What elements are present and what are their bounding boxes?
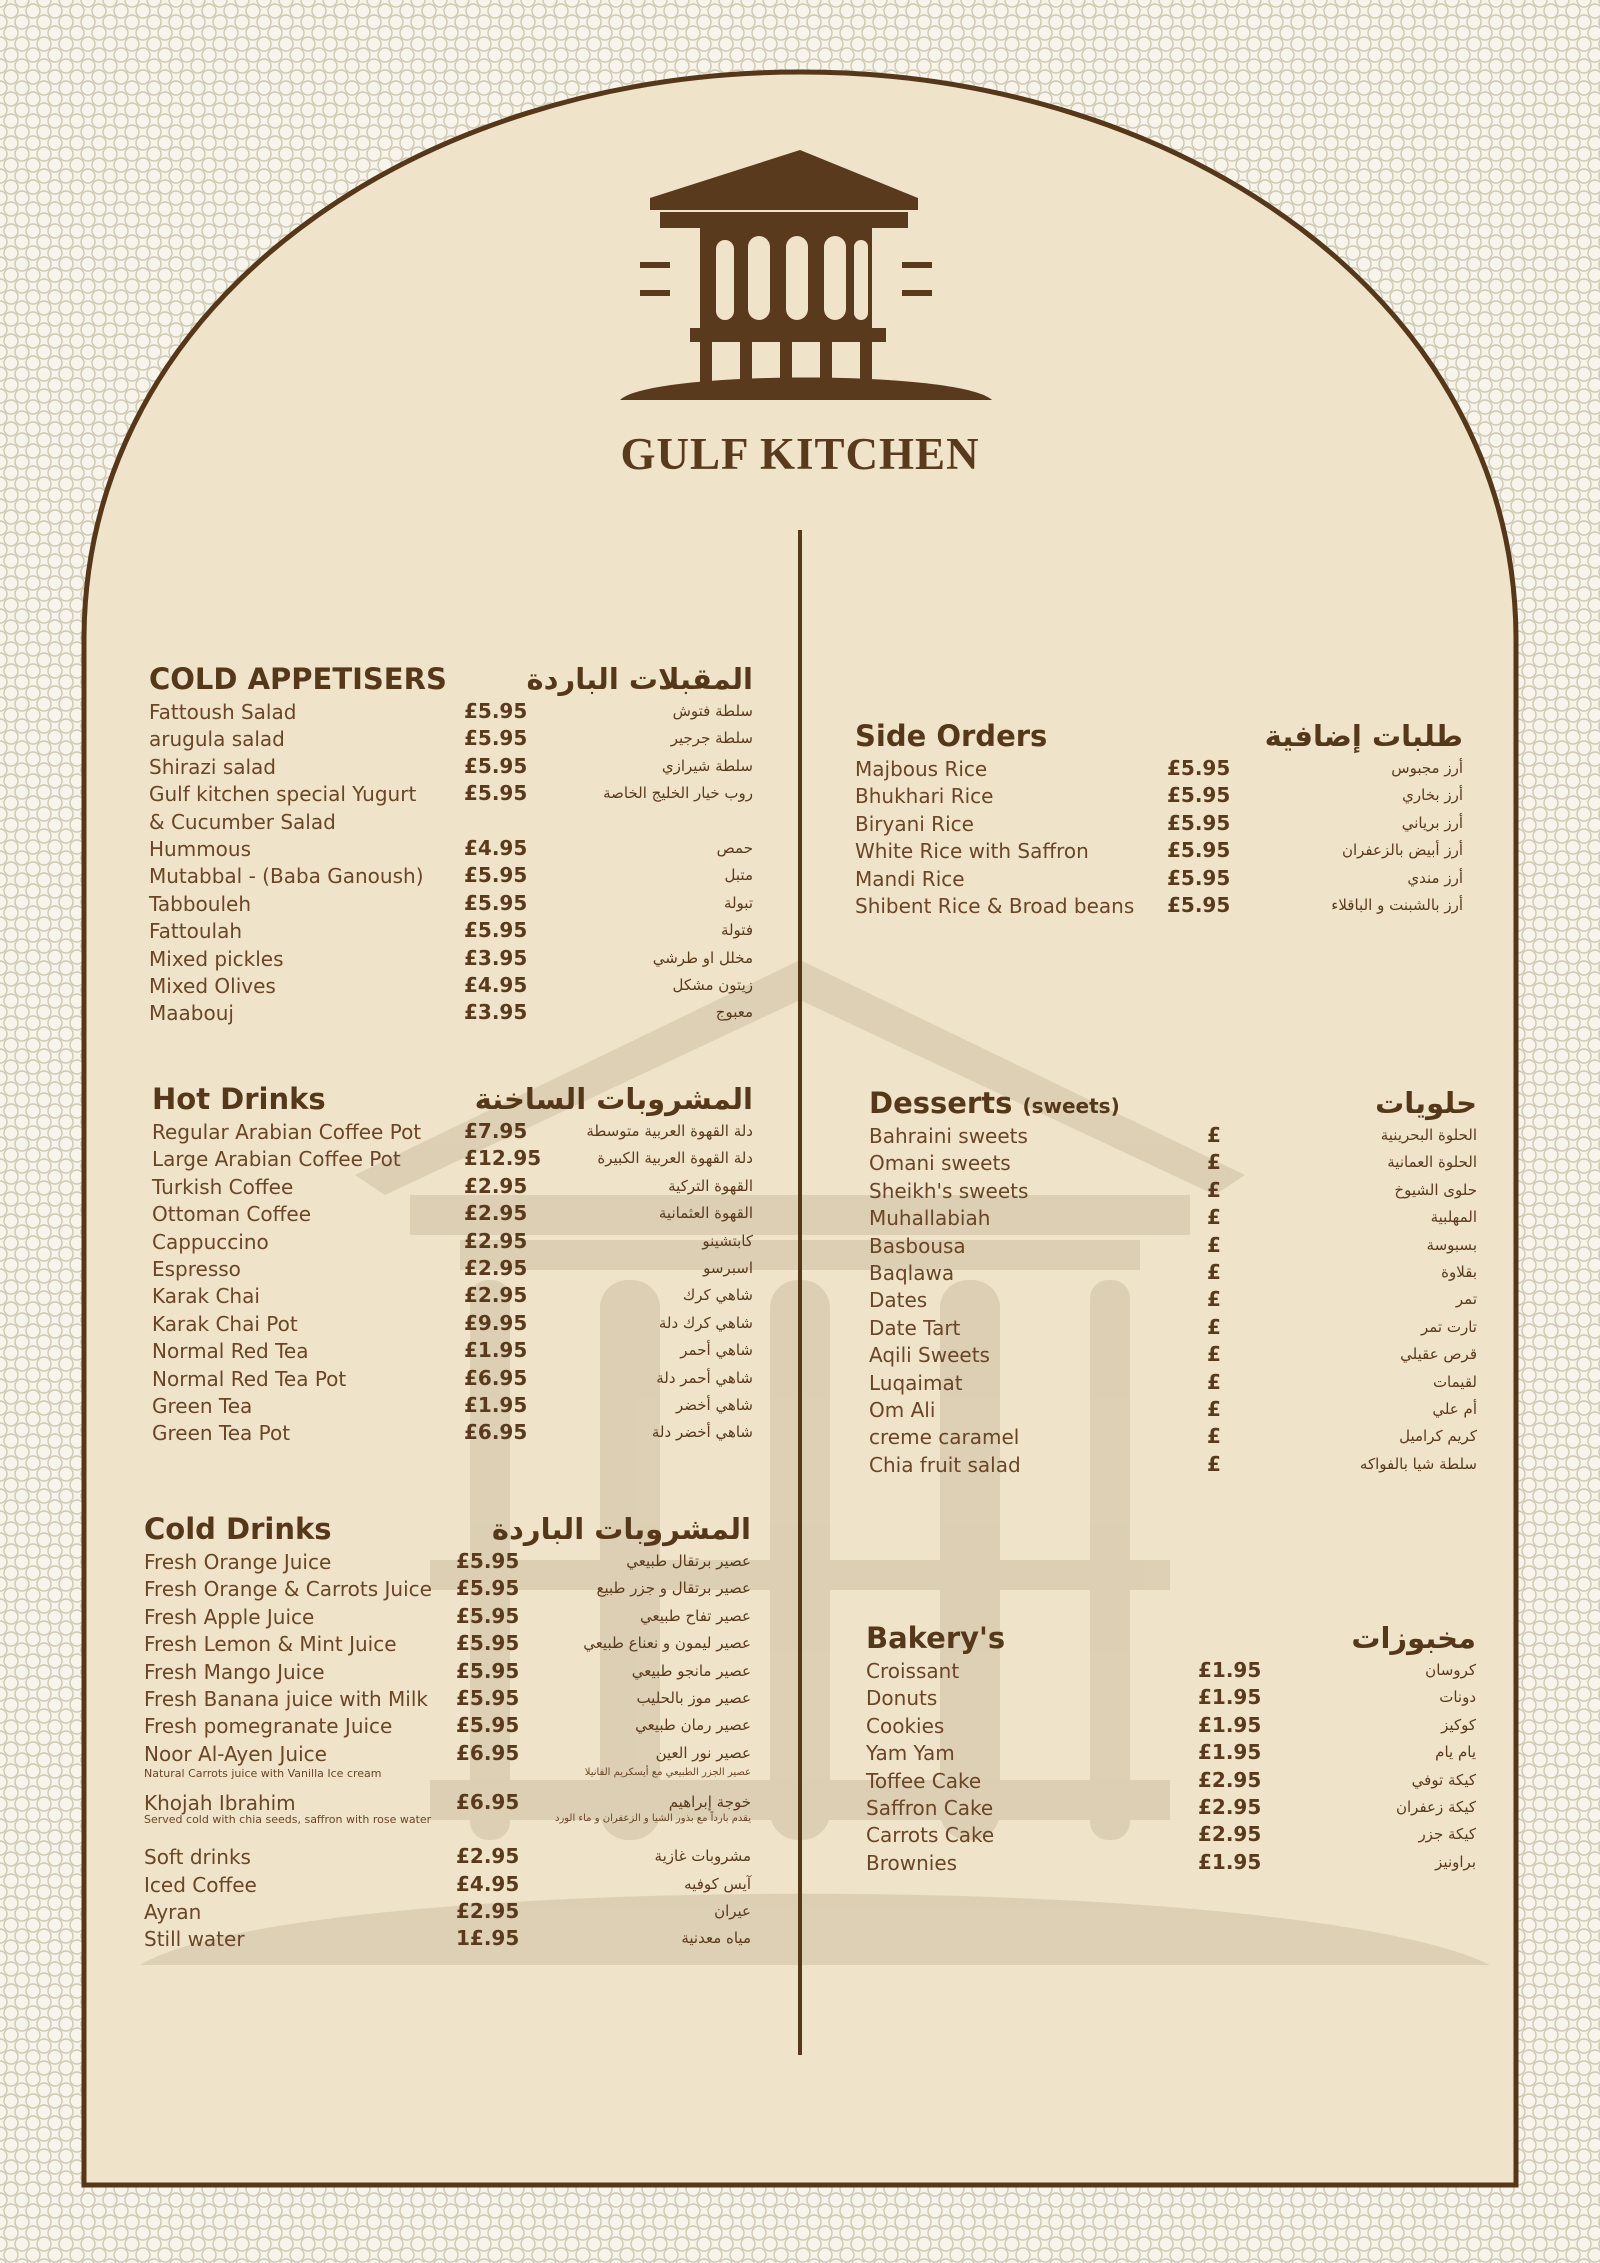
item-price: £2.95 [1198,1822,1262,1847]
list-item [869,1177,1477,1204]
item-name: Majbous Rice [855,757,988,781]
item-name: Omani sweets [869,1151,1011,1176]
list-item [149,890,753,917]
item-name: Biryani Rice [855,811,974,836]
item-price: £ [1207,1150,1221,1175]
list-item [866,1739,1476,1766]
item-price: £5.95 [1167,838,1231,863]
list-item [144,1603,751,1630]
item-name-ar: عيران [714,1901,751,1920]
list-item [869,1204,1477,1231]
section-title-en: Cold Drinks [144,1512,332,1546]
item-price: £3.95 [464,1000,528,1025]
item-price: £12.95 [464,1146,542,1171]
item-name-ar: سلطة جرجير [670,729,753,748]
list-item [866,1821,1476,1848]
list-item [149,972,753,999]
list-item [866,1712,1476,1739]
cold-drinks-list [144,1548,751,1767]
item-name: Fresh Apple Juice [144,1604,315,1629]
item-price: £6.95 [464,1420,528,1445]
item-price: £6.95 [464,1365,528,1390]
desserts-section [869,1082,1477,1478]
list-item [869,1314,1477,1341]
list-item [866,1657,1476,1684]
item-name: Fresh Lemon & Mint Juice [144,1632,397,1657]
item-name: Date Tart [869,1315,961,1340]
hot-drinks-section [152,1078,753,1447]
item-price: £1.95 [1198,1740,1262,1765]
list-item [144,1575,751,1602]
item-name: Maabouj [149,1001,234,1026]
item-price: £7.95 [464,1119,528,1143]
section-title-en: Bakery's [866,1621,1006,1655]
item-price: £5.95 [456,1603,520,1628]
item-name: Baqlawa [869,1260,955,1285]
item-name: White Rice with Saffron [855,839,1089,864]
list-item [152,1200,753,1227]
item-name: Iced Coffee [144,1872,257,1897]
list-item [866,1684,1476,1711]
item-name-ar: مشروبات غازية [654,1847,751,1866]
item-price: £2.95 [464,1255,528,1280]
item-price: £ [1207,1451,1221,1476]
item-price: £1.95 [1198,1849,1262,1874]
list-item [866,1849,1476,1876]
list-item [152,1365,753,1392]
item-name-ar: أرز برياني [1401,813,1463,832]
item-price: £5.95 [456,1685,520,1710]
list-item [869,1341,1477,1368]
item-name: Saffron Cake [866,1795,994,1820]
item-price: £5.95 [1167,756,1231,780]
item-price: £1.95 [1198,1685,1262,1710]
item-name-ar: زيتون مشكل [672,975,753,994]
item-name: Mixed Olives [149,973,276,998]
item-name-ar: حمص [716,838,753,857]
list-item [149,698,753,725]
item-name: Large Arabian Coffee Pot [152,1147,401,1172]
item-name: Cookies [866,1713,945,1738]
list-item [144,1740,751,1767]
list-item [869,1396,1477,1423]
item-price: £ [1207,1424,1221,1449]
item-name: Fresh Banana juice with Milk [144,1686,428,1711]
item-price: £5.95 [464,753,528,778]
item-name: Karak Chai [152,1284,260,1309]
item-name: Toffee Cake [866,1768,982,1793]
item-price: £5.95 [456,1576,520,1601]
item-name: Regular Arabian Coffee Pot [152,1120,422,1144]
item-name: Croissant [866,1659,960,1683]
list-item [144,1685,751,1712]
item-name-ar: بقلاوة [1441,1262,1477,1281]
desserts-list [869,1122,1477,1478]
item-name-ar: المهلبية [1430,1208,1477,1227]
item-name-ar: براونيز [1435,1852,1476,1871]
item-name-ar: كيكة توفي [1411,1770,1476,1789]
list-item [866,1794,1476,1821]
item-name: Aqili Sweets [869,1343,990,1368]
item-price: £5.95 [1167,892,1231,917]
item-price: £5.95 [464,890,528,915]
item-price: £ [1207,1123,1221,1147]
list-item [152,1419,753,1446]
item-name: Sheikh's sweets [869,1178,1029,1203]
item-name: Carrots Cake [866,1823,995,1848]
item-name: Mixed pickles [149,946,284,971]
section-title-ar: المقبلات الباردة [526,662,753,696]
item-name-ar: أرز بالشبنت و الباقلاء [1331,895,1463,914]
list-item [149,835,753,862]
list-item [869,1286,1477,1313]
item-name: Fattoush Salad [149,700,297,724]
item-name: Dates [869,1288,928,1313]
list-item [152,1392,753,1419]
item-name-ar: آيس كوفيه [684,1874,751,1893]
item-name: Chia fruit salad [869,1452,1021,1477]
list-item [152,1228,753,1255]
list-item [149,862,753,889]
item-name: & Cucumber Salad [149,809,336,834]
item-name-ar: شاهي كرك دلة [658,1313,753,1332]
list-item [152,1310,753,1337]
item-name: Soft drinks [144,1845,251,1870]
item-name-ar: أرز بخاري [1402,786,1463,805]
section-title-en: COLD APPETISERS [149,662,447,696]
item-name: Fresh Orange Juice [144,1550,332,1574]
list-item [144,1925,751,1952]
list-item [152,1255,753,1282]
list-item [144,1843,751,1870]
item-name-ar: شاهي أخضر [675,1395,753,1414]
list-item [855,755,1463,782]
item-price: £5.95 [456,1713,520,1738]
item-price: £5.95 [456,1631,520,1656]
item-name-ar: تبولة [723,893,753,912]
item-name-ar: سلطة شيرازي [661,756,753,775]
list-item: Khojah Ibrahim £6.95 خوجة إبراهيم [144,1790,751,1816]
item-name: creme caramel [869,1425,1020,1450]
item-name-ar: عصير ليمون و نعناع طبيعي [583,1634,751,1653]
item-name: Bhukhari Rice [855,784,994,809]
brand-name: GULF KITCHEN [620,429,980,479]
hot-drinks-list [152,1118,753,1447]
side-orders-list [855,755,1463,919]
item-price: £2.95 [456,1898,520,1923]
item-price: £ [1207,1205,1221,1230]
list-item [149,753,753,780]
list-item [869,1369,1477,1396]
item-price: £5.95 [1167,865,1231,890]
list-item [144,1871,751,1898]
section-title-en: Hot Drinks [152,1082,326,1116]
list-item [869,1423,1477,1450]
section-title-en: Desserts (sweets) [869,1086,1120,1120]
list-item [152,1118,753,1145]
item-name-ar: مياه معدنية [681,1929,751,1948]
item-name: Gulf kitchen special Yugurt [149,782,417,807]
item-name: Basbousa [869,1233,966,1258]
list-item [149,808,753,835]
item-name-ar: عصير نور العين [655,1743,751,1762]
item-price: £2.95 [456,1844,520,1869]
item-name-ar: عصير تفاح طبيعي [639,1606,751,1625]
cold-drinks-section [144,1508,751,1953]
item-name: Fresh Orange & Carrots Juice [144,1577,432,1602]
item-name-ar: مخلل او طرشي [652,948,753,967]
list-item [152,1282,753,1309]
item-name: Fresh Mango Juice [144,1659,325,1684]
item-price: £6.95 [456,1740,520,1765]
list-item [869,1232,1477,1259]
item-name-ar: كيكة زعفران [1395,1797,1476,1816]
item-name-ar: متبل [724,866,753,885]
item-price: £2.95 [464,1283,528,1308]
khojah-ibrahim-note: Served cold with chia seeds, saffron with rose water يقدم بارداً مع بذور الشيا و الزعفران و ماء الورد [144,1813,751,1827]
item-name: Fresh pomegranate Juice [144,1714,393,1739]
item-price: £2.95 [464,1228,528,1253]
item-price: £1.95 [464,1338,528,1363]
item-name-ar: فتولة [720,921,753,940]
list-item [869,1451,1477,1478]
item-price: £5.95 [464,863,528,888]
item-price: £2.95 [464,1173,528,1198]
item-name: Hummous [149,836,252,861]
item-price: £1.95 [1198,1712,1262,1737]
item-name-ar: عصير مانجو طبيعي [631,1661,751,1680]
item-price: £5.95 [456,1549,520,1573]
item-name: Shibent Rice & Broad beans [855,893,1135,918]
item-price: £5.95 [464,726,528,751]
item-name-ar: أرز مندي [1407,868,1463,887]
item-name: Fattoulah [149,919,243,944]
item-price: £ [1207,1314,1221,1339]
item-name: Luqaimat [869,1370,963,1395]
item-price: £3.95 [464,945,528,970]
list-item [144,1548,751,1575]
item-price: £2.95 [464,1201,528,1226]
item-price: £5.95 [1167,783,1231,808]
item-name-ar: دونات [1439,1688,1476,1707]
list-item [855,837,1463,864]
list-item [866,1767,1476,1794]
item-price: £1.95 [1198,1658,1262,1682]
item-name-ar: القهوة العثمانية [658,1204,753,1223]
item-price: £4.95 [464,835,528,860]
list-item [152,1145,753,1172]
item-name: arugula salad [149,727,285,752]
cold-appetisers-section [149,658,753,1027]
item-price: £ [1207,1232,1221,1257]
item-name: Muhallabiah [869,1206,991,1231]
section-title-ar: حلويات [1375,1086,1477,1120]
item-name: Normal Red Tea Pot [152,1366,347,1391]
item-name-ar: الحلوة العمانية [1387,1153,1477,1172]
item-price: £5.95 [464,781,528,806]
list-item [152,1173,753,1200]
item-name-ar: معبوج [715,1003,753,1022]
list-item [869,1149,1477,1176]
list-item [149,780,753,807]
item-name-ar: سلطة فتوش [672,702,753,720]
item-name-ar: شاهي كرك [682,1286,753,1305]
list-item [855,865,1463,892]
item-name: Shirazi salad [149,754,277,779]
item-name-ar: كيكة جزر [1418,1825,1476,1844]
item-name: Donuts [866,1686,938,1711]
item-name-ar: تمر [1455,1290,1477,1309]
item-name-ar: تارت تمر [1420,1317,1477,1336]
item-name-ar: عصير برتقال و جزر طبيع [596,1579,751,1598]
list-item [855,892,1463,919]
bakery-list [866,1657,1476,1876]
cold-drinks-more-list [144,1843,751,1953]
bakery-section [866,1617,1476,1876]
item-price: £ [1207,1259,1221,1284]
item-name-ar: عصير موز بالحليب [636,1688,751,1707]
item-name-ar: كروسان [1425,1661,1476,1679]
list-item [149,725,753,752]
item-price: £1.95 [464,1392,528,1417]
item-name-ar: أرز أبيض بالزعفران [1341,841,1463,860]
item-price: £5.95 [1167,810,1231,835]
item-name-ar: روب خيار الخليج الخاصة [603,784,753,803]
item-name-ar: عصير رمان طبيعي [635,1716,751,1735]
list-item [855,782,1463,809]
section-title-ar: طلبات إضافية [1264,719,1463,753]
item-price: £4.95 [464,972,528,997]
section-title-en: Side Orders [855,719,1048,753]
item-price: £2.95 [1198,1767,1262,1792]
cold-appetisers-list [149,698,753,1027]
item-price: £ [1207,1287,1221,1312]
item-price: £ [1207,1369,1221,1394]
list-item [149,945,753,972]
item-price: £ [1207,1177,1221,1202]
item-name-ar: شاهي أخضر دلة [651,1423,753,1442]
item-name: Mandi Rice [855,866,965,891]
list-item [144,1658,751,1685]
list-item [869,1259,1477,1286]
item-name-ar: لقيمات [1432,1372,1477,1391]
item-name: Ottoman Coffee [152,1202,312,1227]
item-name: Green Tea [152,1393,253,1418]
list-item [144,1630,751,1657]
item-name: Ayran [144,1899,202,1924]
item-name-ar: الحلوة البحرينية [1380,1126,1477,1144]
item-name: Still water [144,1927,245,1952]
item-name: Green Tea Pot [152,1421,291,1446]
item-name: Brownies [866,1850,958,1875]
item-price: £5.95 [456,1658,520,1683]
item-price: £ [1207,1342,1221,1367]
item-price: £5.95 [464,699,528,723]
item-name-ar: شاهي أحمر دلة [656,1368,753,1387]
item-name-ar: حلوى الشيوخ [1394,1180,1477,1199]
list-item [149,917,753,944]
item-name: Om Ali [869,1397,936,1422]
item-name-ar: أم علي [1432,1399,1477,1418]
item-name: Tabbouleh [149,891,252,916]
item-name-ar: كوكيز [1441,1715,1476,1734]
item-name: Turkish Coffee [152,1174,294,1199]
item-price: £ [1207,1396,1221,1421]
item-price: £2.95 [1198,1794,1262,1819]
side-orders-section [855,715,1463,919]
item-name: Karak Chai Pot [152,1311,298,1336]
section-title-ar: مخبوزات [1351,1621,1476,1655]
item-name-ar: دلة القهوة العربية الكبيرة [597,1149,753,1168]
list-item [855,810,1463,837]
item-name: Yam Yam [866,1741,955,1766]
item-name: Cappuccino [152,1229,269,1254]
item-name-ar: كابتشينو [702,1231,753,1250]
item-name-ar: كريم كراميل [1399,1427,1477,1446]
item-name-ar: سلطة شيا بالفواكه [1359,1454,1477,1473]
item-price: £5.95 [464,918,528,943]
list-item [144,1898,751,1925]
list-item [144,1712,751,1739]
item-name: Espresso [152,1256,241,1281]
item-name: Bahraini sweets [869,1124,1028,1148]
item-name-ar: القهوة التركية [668,1176,753,1195]
list-item [152,1337,753,1364]
item-price: £9.95 [464,1310,528,1335]
item-price: £4.95 [456,1871,520,1896]
item-name: Mutabbal - (Baba Ganoush) [149,864,424,889]
item-name-ar: أرز مجبوس [1391,759,1463,777]
section-title-ar: المشروبات الباردة [491,1512,751,1546]
item-name-ar: اسبرسو [703,1258,753,1277]
section-title-ar: المشروبات الساخنة [474,1082,753,1116]
item-name-ar: شاهي أحمر [680,1341,753,1360]
item-name-ar: قرص عقيلي [1400,1345,1477,1364]
item-name-ar: دلة القهوة العربية متوسطة [586,1122,753,1140]
item-price: 1£.95 [456,1926,520,1951]
item-name-ar: يام يام [1435,1743,1476,1762]
item-name-ar: عصير برتقال طبيعي [626,1552,751,1570]
list-item [869,1122,1477,1149]
list-item [149,999,753,1026]
item-name-ar: بسبوسة [1426,1235,1477,1254]
item-name: Noor Al-Ayen Juice [144,1741,327,1766]
noor-al-ayen-note: Natural Carrots juice with Vanilla Ice cream عصير الجزر الطبيعي مع أيسكريم الفانيلا [144,1767,751,1781]
item-name: Normal Red Tea [152,1339,309,1364]
